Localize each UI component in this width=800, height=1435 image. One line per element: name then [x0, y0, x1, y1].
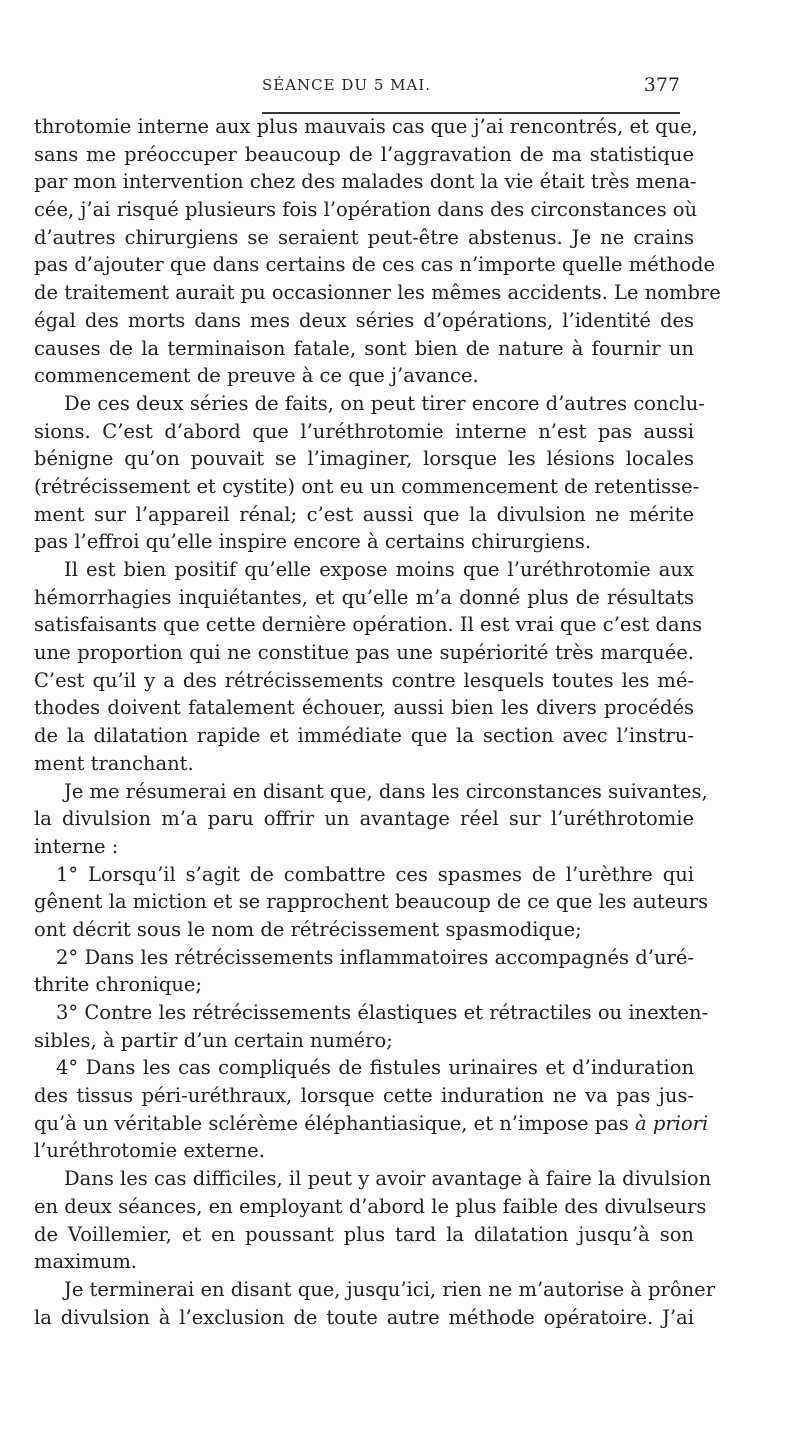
page-header: [262, 76, 680, 100]
text-line: Il est bien positif qu’elle expose moins que l’uréthrotomie aux: [64, 558, 694, 581]
text-line: par mon intervention chez des malades dont la vie était très mena-: [34, 170, 697, 194]
text-line: égal des morts dans mes deux séries d’opérations, l’identité des: [34, 308, 694, 332]
text-line: Je terminerai en disant que, jusqu’ici, rien ne m’autorise à prôner: [64, 1277, 716, 1301]
text-line: gênent la miction et se rapprochent beaucoup de ce que les auteurs: [34, 890, 709, 914]
text-line: thrite chronique;: [34, 973, 203, 997]
text-line: ont décrit sous le nom de rétrécissement spasmodique;: [34, 917, 582, 941]
italic-phrase: à priori: [635, 1111, 709, 1135]
text-line: De ces deux séries de faits, on peut tirer encore d’autres conclu-: [64, 391, 705, 415]
text-line: maximum.: [34, 1250, 138, 1274]
text-line: cée, j’ai risqué plusieurs fois l’opération dans des circonstances où: [34, 198, 698, 222]
text-line: sans me préoccuper beaucoup de l’aggravation de ma statistique: [34, 142, 694, 166]
text-line: 4° Dans les cas compliqués de fistules urinaires et d’induration: [56, 1056, 694, 1080]
text-line: causes de la terminaison fatale, sont bien de nature à fournir un: [34, 336, 694, 360]
text-line: Je me résumerai en disant que, dans les circonstances suivantes,: [64, 779, 708, 803]
text-line: ment sur l’appareil rénal; c’est aussi que la divulsion ne mérite: [34, 502, 694, 526]
text-line: Dans les cas difficiles, il peut y avoir avantage à faire la divulsion: [64, 1167, 712, 1191]
running-head: SÉANCE DU 5 MAI.: [262, 76, 432, 94]
text-line: de traitement aurait pu occasionner les mêmes accidents. Le nombre: [34, 281, 721, 305]
text-line: l’uréthrotomie externe.: [34, 1139, 265, 1163]
text-line: commencement de preuve à ce que j’avance.: [34, 364, 479, 388]
text-line: sions. C’est d’abord que l’uréthrotomie interne n’est pas aussi: [34, 419, 694, 443]
text-line: la divulsion à l’exclusion de toute autre méthode opératoire. J’ai: [34, 1305, 694, 1329]
text-line: de Voillemier, et en poussant plus tard la dilatation jusqu’à son: [34, 1222, 694, 1246]
text-line: la divulsion m’a paru offrir un avantage réel sur l’uréthrotomie: [34, 807, 694, 831]
text-line: 2° Dans les rétrécissements inflammatoires accompagnés d’uré-: [56, 945, 694, 969]
body-text: [34, 113, 721, 1331]
text-line: C’est qu’il y a des rétrécissements contre lesquels toutes les mé-: [34, 668, 694, 692]
text-line: pas d’ajouter que dans certains de ces cas n’importe quelle méthode: [34, 253, 715, 277]
text-line: satisfaisants que cette dernière opération. Il est vrai que c’est dans: [34, 613, 703, 637]
text-line: hémorrhagies inquiétantes, et qu’elle m’a donné plus de résultats: [34, 585, 694, 609]
text-line: [34, 1110, 709, 1138]
text-line: 3° Contre les rétrécissements élastiques et rétractiles ou inexten-: [56, 1001, 709, 1024]
text-segment: qu’à un véritable sclérème éléphantiasique, et n’impose pas: [34, 1111, 636, 1135]
text-line: une proportion qui ne constitue pas une supériorité très marquée.: [34, 641, 694, 665]
text-line: sibles, à partir d’un certain numéro;: [34, 1028, 393, 1052]
text-line: (rétrécissement et cystite) ont eu un commencement de retentisse-: [34, 474, 700, 498]
text-line: bénigne qu’on pouvait se l’imaginer, lorsque les lésions locales: [34, 447, 694, 471]
text-line: pas l’effroi qu’elle inspire encore à certains chirurgiens.: [34, 530, 592, 554]
text-line: en deux séances, en employant d’abord le plus faible des divulseurs: [34, 1194, 707, 1218]
text-line: interne :: [34, 834, 119, 858]
text-line: ment tranchant.: [34, 751, 194, 775]
text-line: 1° Lorsqu’il s’agit de combattre ces spasmes de l’urèthre qui: [56, 862, 694, 886]
text-line: des tissus péri-uréthraux, lorsque cette induration ne va pas jus-: [34, 1084, 694, 1108]
text-line: thodes doivent fatalement échouer, aussi bien les divers procédés: [34, 696, 694, 720]
page-number: 377: [643, 74, 680, 96]
text-line: de la dilatation rapide et immédiate que la section avec l’instru-: [34, 724, 694, 748]
text-line: d’autres chirurgiens se seraient peut-être abstenus. Je ne crains: [34, 225, 694, 249]
text-line: throtomie interne aux plus mauvais cas que j’ai rencontrés, et que,: [34, 115, 698, 138]
